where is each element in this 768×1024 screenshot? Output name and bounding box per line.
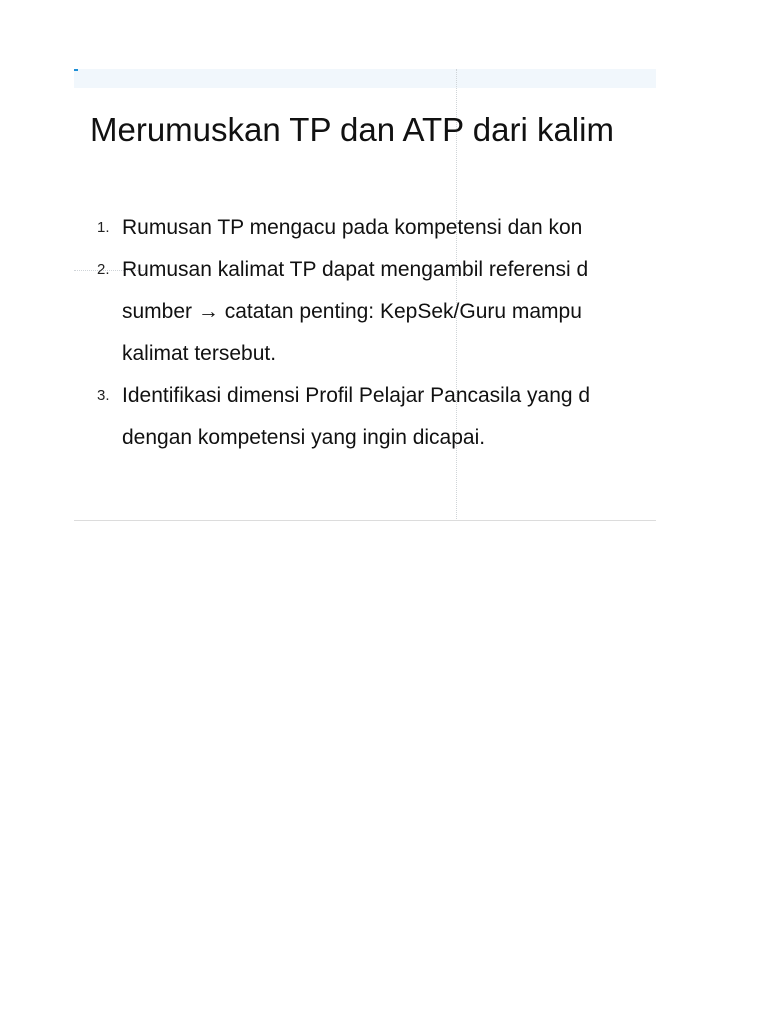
list-item-number: 2. [97,261,110,278]
list-item-3 [74,375,656,459]
slide-title: Merumuskan TP dan ATP dari kalim [90,111,614,148]
content-list [74,207,656,459]
list-item-number: 1. [97,219,110,236]
slide-corner-mark [74,69,78,71]
list-item-text-line: Rumusan TP mengacu pada kompetensi dan kon [122,216,583,239]
list-item-text-line: Rumusan kalimat TP dapat mengambil referensi d [122,258,589,281]
slide-top-bar [74,69,656,88]
list-item-text-line: dengan kompetensi yang ingin dicapai. [122,426,486,449]
slide-bottom-rule [74,520,656,521]
list-item-number: 3. [97,387,110,404]
list-item-1 [74,207,656,249]
list-item-2 [74,249,656,375]
list-item-text-line: sumber → catatan penting: KepSek/Guru mampu [122,300,582,323]
slide [74,69,656,521]
list-item-text-line: Identifikasi dimensi Profil Pelajar Pancasila yang d [122,384,591,407]
list-item-text-line: kalimat tersebut. [122,342,277,365]
